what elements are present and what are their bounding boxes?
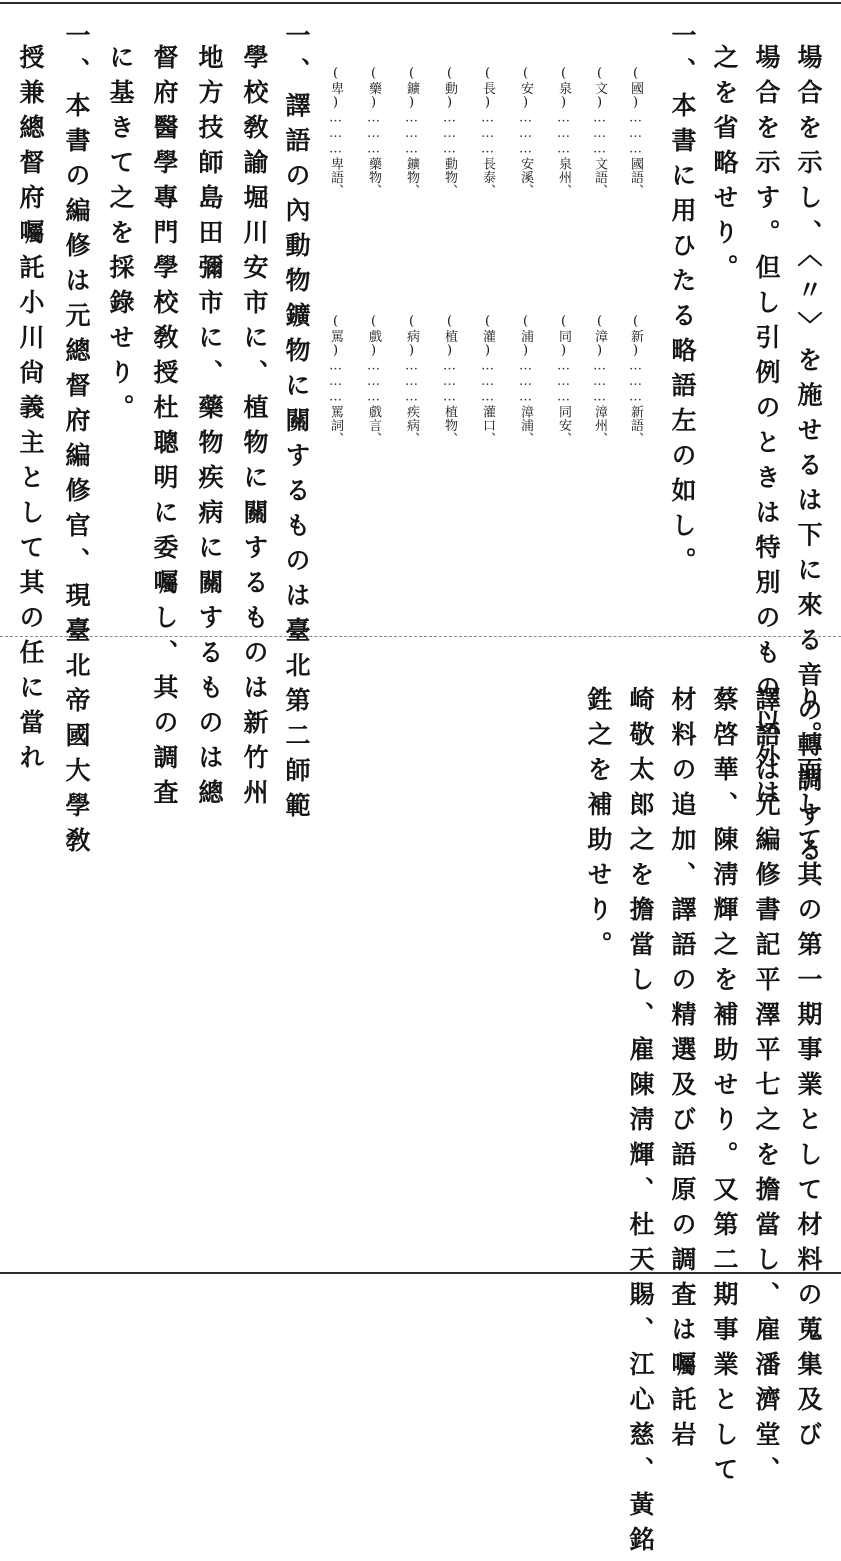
upper-text-column: 之を省略せり。 [710,44,739,289]
abbreviation-entry: (卑)………卑語、 [328,66,343,198]
abbreviation-entry: (病)………疾病、 [404,314,419,446]
abbreviation-entry: (罵)………罵詞、 [328,314,343,446]
lower-text-column: 崎敬太郎之を擔當し、雇陳淸輝、杜天賜、江心慈、黃銘 [626,686,655,1561]
abbreviation-entry: (浦)………漳浦、 [518,314,533,446]
abbreviation-entry: (泉)………泉州、 [556,66,571,198]
upper-text-column: 一、本書に用ひたる略語左の如し。 [668,22,697,582]
page-divider [0,636,841,637]
abbreviation-entry: (鑛)………鑛物、 [404,66,419,198]
lower-text-column: 鉎之を補助せり。 [584,686,613,966]
abbreviation-entry: (漳)………漳州、 [592,314,607,446]
lower-text-column: り。而して其の第一期事業として材料の蒐集及び [794,686,823,1456]
lower-text-column: 材料の追加、譯語の精選及び語原の調査は囑託岩 [668,686,697,1456]
lower-text-column: 蔡啓華、陳淸輝之を補助せり。又第二期事業として [710,686,739,1491]
upper-text-column: 一、本書の編修は元總督府編修官、現臺北帝國大學敎 [62,22,91,862]
abbreviation-entry: (安)………安溪、 [518,66,533,198]
upper-text-column: に基きて之を採錄せり。 [106,44,135,429]
top-border [0,2,841,4]
lower-text-column: 譯語は元編修書記平澤平七之を擔當し、雇潘濟堂、 [752,686,781,1491]
upper-text-column: 一、譯語の內動物鑛物に關するものは臺北第二師範 [282,22,311,827]
abbreviation-entry: (長)………長泰、 [480,66,495,198]
upper-text-column: 場合を示し、〈〃〉を施せるは下に來る音の轉調する [794,44,823,872]
upper-text-column: 地方技師島田彌市に、藥物疾病に關するものは總 [195,44,224,814]
abbreviation-entry: (植)………植物、 [442,314,457,446]
upper-text-column: 授兼總督府囑託小川尙義主として其の任に當れ [16,44,45,779]
abbreviation-entry: (藥)………藥物、 [366,66,381,198]
abbreviation-entry: (文)………文語、 [592,66,607,198]
upper-text-column: 場合を示す。但し引例のときは特別のもの以外は [752,44,781,814]
abbreviation-entry: (同)………同安、 [556,314,571,446]
abbreviation-entry: (灌)………灌口、 [480,314,495,446]
abbreviation-entry: (國)………國語、 [628,66,643,198]
abbreviation-entry: (新)………新語、 [628,314,643,446]
abbreviation-entry: (戲)………戲言、 [366,314,381,446]
upper-text-column: 督府醫學專門學校敎授杜聰明に委囑し、其の調査 [150,44,179,814]
abbreviation-entry: (動)………動物、 [442,66,457,198]
upper-text-column: 學校敎諭堀川安市に、植物に關するものは新竹州 [240,44,269,814]
